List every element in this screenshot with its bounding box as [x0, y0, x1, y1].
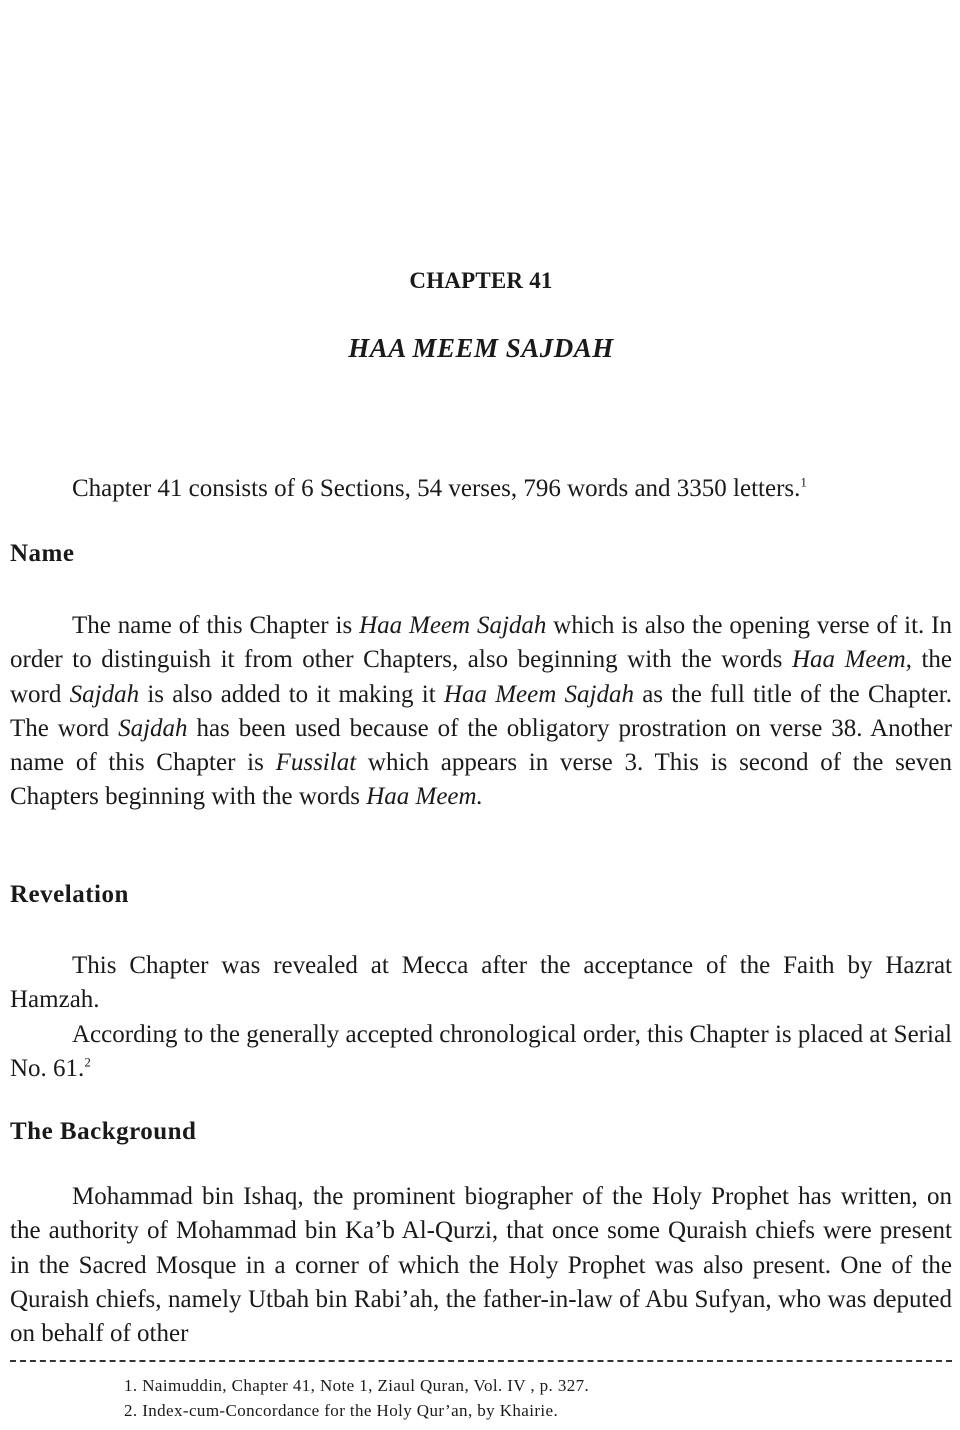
section-heading-background: The Background [10, 1118, 197, 1145]
section-heading-name: Name [10, 540, 75, 567]
intro-paragraph: Chapter 41 consists of 6 Sections, 54 verses, 796 words and 3350 letters.$^1$ [72, 474, 807, 502]
footnote-2: 2. Index-cum-Concordance for the Holy Qur’an, by Khairie. [124, 1401, 559, 1420]
background-paragraph: Mohammad bin Ishaq, the prominent biographer of the Holy Prophet has written, on the authority of Mohammad bin Ka’b Al-Qurzi, that once some Quraish chiefs were present in the Sacred Mosque in a corner of which the Holy Prophet was also present. One of the Quraish chiefs, namely Utbah bin Rabi’ah, the father-in-law of Abu Sufyan, who was deputed on behalf of other [10, 1183, 952, 1348]
chapter-title: HAA MEEM SAJDAH [348, 333, 614, 363]
chapter-number: CHAPTER 41 [409, 268, 553, 293]
footnotes [62, 1373, 589, 1423]
book-page [10, 0, 952, 1430]
background-paragraph-block [10, 1180, 952, 1351]
footnote-1: 1. Naimuddin, Chapter 41, Note 1, Ziaul Quran, Vol. IV , p. 327. [124, 1376, 590, 1395]
footnote-divider [10, 1360, 952, 1362]
revelation-paragraph-2: According to the generally accepted chronological order, this Chapter is placed at Serial No. 61.$^2$ [10, 1020, 952, 1082]
name-paragraph-block [10, 609, 952, 815]
footnote-ref-1: 1 [800, 474, 807, 490]
footnote-ref-2: 2 [84, 1054, 91, 1070]
section-heading-revelation: Revelation [10, 881, 129, 908]
revelation-paragraph-block [10, 949, 952, 1086]
name-paragraph: The name of this Chapter is Haa Meem Sajdah which is also the opening verse of it. In order to distinguish it from other Chapters, also beginning with the words Haa Meem, the word Sajdah is also added to it making it Haa Meem Sajdah as the full title of the Chapter. The word Sajdah has been used because of the obligatory prostration on verse 38. Another name of this Chapter is Fussilat which appears in verse 3. This is second of the seven Chapters beginning with the words Haa Meem. [10, 612, 953, 811]
intro-paragraph-block [10, 472, 952, 506]
revelation-paragraph-1: This Chapter was revealed at Mecca after the acceptance of the Faith by Hazrat Hamzah. [10, 952, 952, 1014]
